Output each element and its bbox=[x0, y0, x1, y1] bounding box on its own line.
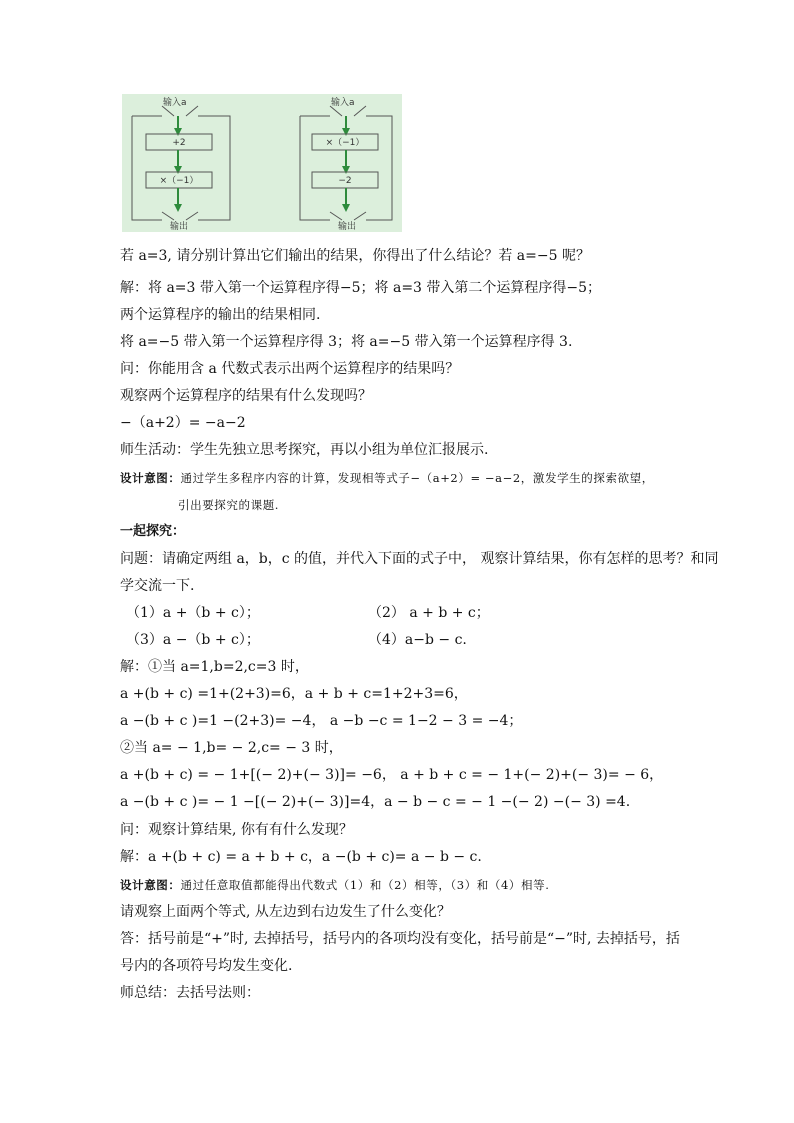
right-box2-label: −2 bbox=[338, 176, 352, 186]
left-input-label: 输入a bbox=[163, 98, 187, 108]
text-line: 答：括号前是“+”时, 去掉括号，括号内的各项均没有变化，括号前是“−”时, 去掉括号，括 bbox=[120, 931, 680, 947]
text-line: 问：观察计算结果, 你有有什么发现？ bbox=[120, 822, 353, 838]
text-line: 学交流一下. bbox=[120, 578, 195, 594]
design-intent-label: 设计意图： bbox=[120, 878, 181, 892]
flowchart-figure bbox=[122, 94, 402, 232]
equation-line: 解：a +(b + c) = a + b + c，a −(b + c)= a − b − c. bbox=[120, 849, 482, 865]
text-line: 引出要探究的课题. bbox=[178, 498, 280, 512]
text-line: 两个运算程序的输出的结果相同. bbox=[120, 307, 321, 323]
text-line: 解：①当 a=1,b=2,c=3 时， bbox=[120, 659, 309, 675]
right-input-label: 输入a bbox=[331, 98, 355, 108]
equation-line: a −(b + c )=1 −(2+3)= −4， a −b −c = 1−2 − 3 = −4； bbox=[120, 713, 523, 729]
text-line: 解：将 a=3 带入第一个运算程序得−5；将 a=3 带入第二个运算程序得−5； bbox=[120, 280, 602, 296]
expression-2: （2） a + b + c； bbox=[368, 605, 490, 621]
text-line: 问题：请确定两组 a，b，c 的值，并代入下面的式子中， 观察计算结果，你有怎样的思考？和同 bbox=[120, 551, 719, 567]
text-line: 师生活动：学生先独立思考探究，再以小组为单位汇报展示. bbox=[120, 442, 489, 458]
expression-1: （1）a +（b + c）； bbox=[126, 605, 260, 621]
design-intent-text: 通过学生多程序内容的计算，发现相等式子−（a+2）= −a−2，激发学生的探索欲望， bbox=[180, 471, 654, 485]
text-line: ②当 a= − 1,b= − 2,c= − 3 时， bbox=[120, 740, 343, 756]
left-box1-label: +2 bbox=[172, 138, 186, 148]
text-line: 号内的各项符号均发生变化. bbox=[120, 958, 293, 974]
left-box2-label: ×（−1） bbox=[159, 176, 199, 186]
left-program bbox=[132, 96, 230, 232]
design-intent-label: 设计意图： bbox=[120, 471, 181, 485]
right-program bbox=[300, 96, 392, 232]
text-line: 师总结：去括号法则： bbox=[120, 985, 260, 1001]
text-line: 请观察上面两个等式, 从左边到右边发生了什么变化？ bbox=[120, 904, 451, 920]
design-intent-1 bbox=[120, 468, 710, 488]
section-heading: 一起探究： bbox=[120, 524, 186, 539]
right-box1-label: ×（−1） bbox=[325, 138, 365, 148]
equation-line: a −(b + c )= − 1 −[(− 2)+(− 3)]=4，a − b − c = − 1 −(− 2) −(− 3) =4. bbox=[120, 794, 631, 810]
expression-3: （3）a −（b + c）； bbox=[126, 632, 260, 648]
flowchart-svg bbox=[122, 94, 402, 232]
design-intent-2 bbox=[120, 875, 710, 895]
right-output-label: 输出 bbox=[338, 222, 357, 232]
text-line: 若 a=3, 请分别计算出它们输出的结果，你得出了什么结论？若 a=−5 呢？ bbox=[120, 248, 590, 264]
text-line: 问：你能用含 a 代数式表示出两个运算程序的结果吗？ bbox=[120, 361, 460, 377]
design-intent-text: 通过任意取值都能得出代数式（1）和（2）相等，（3）和（4）相等. bbox=[180, 878, 550, 892]
expression-4: （4）a−b − c. bbox=[368, 632, 467, 648]
left-output-label: 输出 bbox=[170, 222, 189, 232]
equation-line: a +(b + c) = − 1+[(− 2)+(− 3)]= −6， a + b + c = − 1+(− 2)+(− 3)= − 6， bbox=[120, 767, 664, 783]
text-line: 将 a=−5 带入第一个运算程序得 3；将 a=−5 带入第一个运算程序得 3. bbox=[120, 334, 573, 350]
text-line: 观察两个运算程序的结果有什么发现吗？ bbox=[120, 388, 372, 404]
equation-line: −（a+2）= −a−2 bbox=[120, 415, 246, 431]
equation-line: a +(b + c) =1+(2+3)=6，a + b + c=1+2+3=6， bbox=[120, 686, 468, 702]
